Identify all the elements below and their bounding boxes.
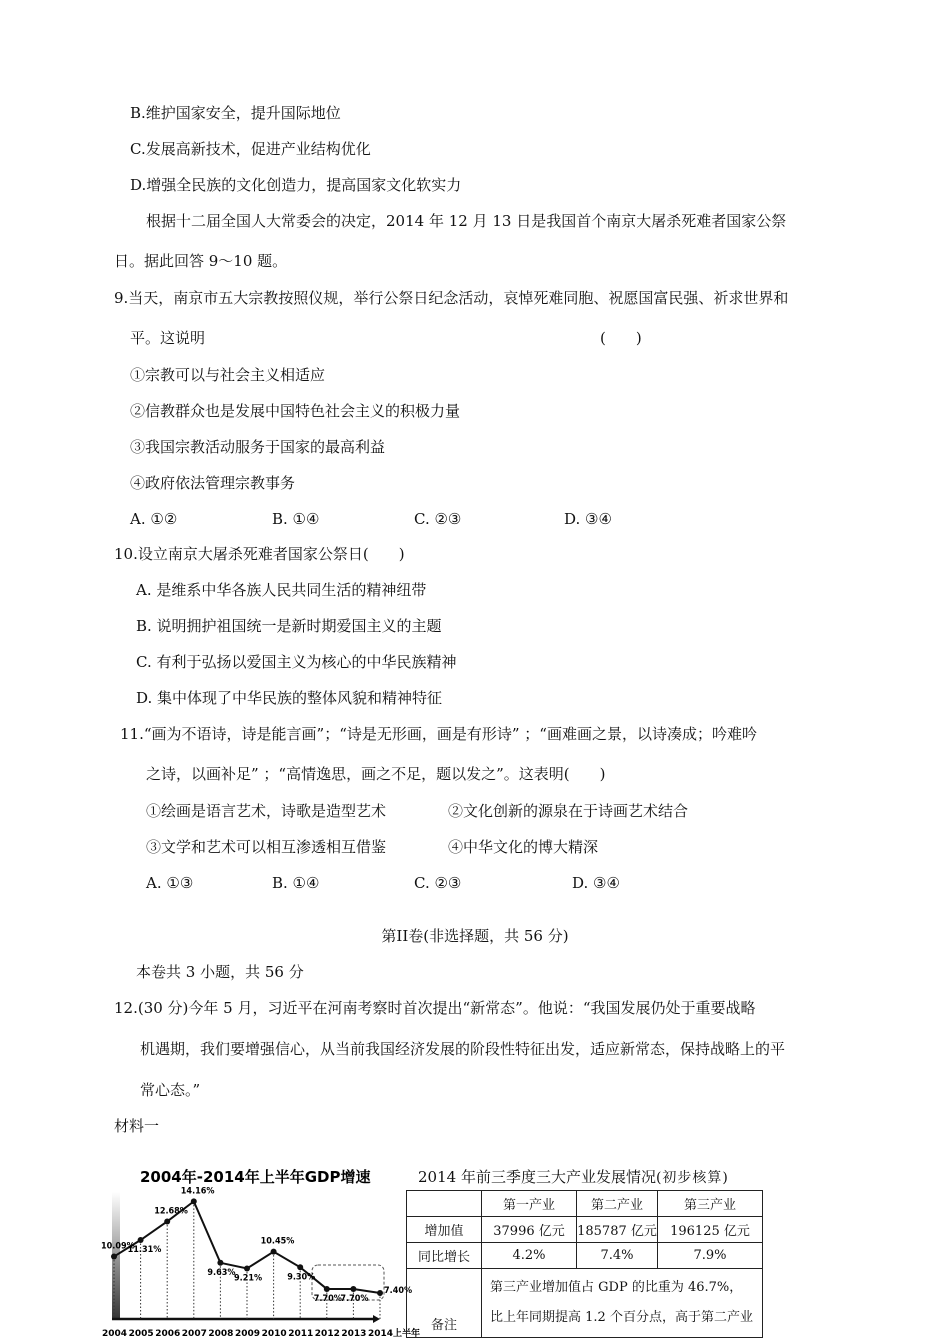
q11-choice-b: B. ①④ [272, 874, 320, 892]
data-label: 14.16% [180, 1186, 215, 1197]
section-title: 第II卷(非选择题，共 56 分) [381, 927, 569, 945]
data-point [164, 1218, 170, 1224]
table-cell: 185787 亿元 [577, 1217, 658, 1243]
statement-3: ③我国宗教活动服务于国家的最高利益 [130, 438, 386, 456]
data-point [324, 1286, 330, 1292]
table-header-cell [407, 1191, 482, 1217]
question-10: 10.设立南京大屠杀死难者国家公祭日( ) [114, 545, 405, 563]
data-label: 9.21% [234, 1273, 263, 1284]
x-tick-label: 2007 [181, 1329, 207, 1339]
table-cell: 7.9% [658, 1243, 763, 1269]
table-cell: 7.4% [577, 1243, 658, 1269]
question-9-cont: 平。这说明 [130, 329, 206, 347]
choice-a: A. ①② [130, 510, 178, 528]
option-d: D.增强全民族的文化创造力，提高国家文化软实力 [130, 176, 462, 194]
choice-b: B. ①④ [272, 510, 320, 528]
x-tick-label: 2012 [314, 1329, 340, 1339]
q11-choice-a: A. ①③ [146, 874, 194, 892]
table-header-cell: 第三产业 [658, 1191, 763, 1217]
table-subtitle: (初步核算) [655, 1170, 729, 1186]
q10-option-b: B. 说明拥护祖国统一是新时期爱国主义的主题 [136, 617, 442, 635]
section-note: 本卷共 3 小题，共 56 分 [136, 963, 304, 981]
data-label: 10.09% [101, 1241, 135, 1252]
material-intro-cont: 日。据此回答 9～10 题。 [114, 252, 288, 270]
data-point [377, 1290, 383, 1296]
q10-option-a: A. 是维系中华各族人民共同生活的精神纽带 [136, 581, 427, 599]
question-9: 9.当天，南京市五大宗教按照仪规，举行公祭日纪念活动，哀悼死难同胞、祝愿国富民强、祈求世界和 [114, 289, 789, 307]
statement-2: ②信教群众也是发展中国特色社会主义的积极力量 [130, 402, 461, 420]
gdp-growth-chart [98, 1160, 421, 1344]
x-tick-label: 2013 [341, 1329, 367, 1339]
table-cell: 4.2% [482, 1243, 577, 1269]
data-label: 10.45% [260, 1236, 295, 1247]
x-tick-label: 2010 [261, 1329, 287, 1339]
table-cell: 同比增长 [407, 1243, 482, 1269]
question-11: 11.“画为不语诗，诗是能言画”；“诗是无形画，画是有形诗” ；“画难画之景，以诗凑成；吟难吟 [120, 725, 757, 743]
x-tick-label: 2014上半年 [368, 1329, 421, 1339]
question-12-cont2: 常心态。” [140, 1081, 201, 1099]
x-tick-label: 2008 [208, 1329, 234, 1339]
table-header-row [407, 1191, 763, 1217]
data-point [297, 1264, 303, 1270]
data-point [244, 1265, 250, 1271]
question-12-cont: 机遇期，我们要增强信心，从当前我国经济发展的阶段性特征出发，适应新常态，保持战略上的平 [140, 1040, 786, 1058]
q11-statement-3: ③文学和艺术可以相互渗透相互借鉴 [146, 838, 387, 856]
x-tick-label: 2004 [102, 1329, 128, 1339]
statement-1: ①宗教可以与社会主义相适应 [130, 366, 326, 384]
material-one-label: 材料一 [114, 1117, 160, 1135]
data-point [271, 1249, 277, 1255]
data-point [350, 1286, 356, 1292]
table-title: 2014 年前三季度三大产业发展情况 [418, 1168, 656, 1186]
data-point [111, 1254, 117, 1260]
data-label: 7.40% [384, 1286, 413, 1297]
statement-4: ④政府依法管理宗教事务 [130, 474, 296, 492]
q11-statement-2: ②文化创新的源泉在于诗画艺术结合 [448, 802, 689, 820]
x-axis-arrow [373, 1315, 380, 1323]
x-tick-label: 2011 [288, 1329, 314, 1339]
table-row [407, 1243, 763, 1269]
note-label: 备注 [407, 1269, 482, 1338]
choice-d: D. ③④ [564, 510, 612, 528]
table-note-row [407, 1269, 763, 1338]
data-label: 9.63% [207, 1267, 236, 1278]
q11-choice-d: D. ③④ [572, 874, 620, 892]
x-tick-label: 2005 [128, 1329, 154, 1339]
option-b: B.维护国家安全，提升国际地位 [130, 104, 341, 122]
question-12: 12.(30 分)今年 5 月，习近平在河南考察时首次提出“新常态”。他说：“我国发展仍处于重要战略 [114, 999, 756, 1017]
data-point [217, 1260, 223, 1266]
table-header-cell: 第二产业 [577, 1191, 658, 1217]
table-cell: 196125 亿元 [658, 1217, 763, 1243]
choice-c: C. ②③ [414, 510, 462, 528]
q10-option-d: D. 集中体现了中华民族的整体风貌和精神特征 [136, 689, 443, 707]
data-point [191, 1198, 197, 1204]
table-cell: 37996 亿元 [482, 1217, 577, 1243]
q10-option-c: C. 有利于弘扬以爱国主义为核心的中华民族精神 [136, 653, 457, 671]
answer-paren: ( ) [600, 329, 642, 347]
question-11-cont: 之诗，以画补足” ；“高情逸思，画之不足，题以发之”。这表明( ) [146, 765, 606, 783]
chart-title: 2004年-2014年上半年GDP增速 [140, 1168, 371, 1186]
data-label: 12.68% [154, 1206, 188, 1217]
material-intro: 根据十二届全国人大常委会的决定，2014 年 12 月 13 日是我国首个南京大屠杀死难者国家公祭 [146, 212, 787, 230]
data-label: 7.70% [340, 1293, 369, 1304]
option-c: C.发展高新技术，促进产业结构优化 [130, 140, 371, 158]
x-tick-label: 2009 [235, 1329, 261, 1339]
data-label: 7.70% [313, 1293, 342, 1304]
data-label: 9.30% [287, 1272, 316, 1283]
table-title-wrap [418, 1166, 788, 1187]
note-text: 第三产业增加值占 GDP 的比重为 46.7%，比上年同期提高 1.2 个百分点，高于第二产业 [482, 1269, 763, 1338]
x-tick-label: 2006 [155, 1329, 181, 1339]
q11-statement-1: ①绘画是语言艺术，诗歌是造型艺术 [146, 802, 387, 820]
industry-table [406, 1190, 763, 1338]
data-label: 11.31% [127, 1245, 162, 1256]
data-point [138, 1237, 144, 1243]
table-header-cell: 第一产业 [482, 1191, 577, 1217]
q11-statement-4: ④中华文化的博大精深 [448, 838, 599, 856]
table-cell: 增加值 [407, 1217, 482, 1243]
table-row [407, 1217, 763, 1243]
q11-choice-c: C. ②③ [414, 874, 462, 892]
